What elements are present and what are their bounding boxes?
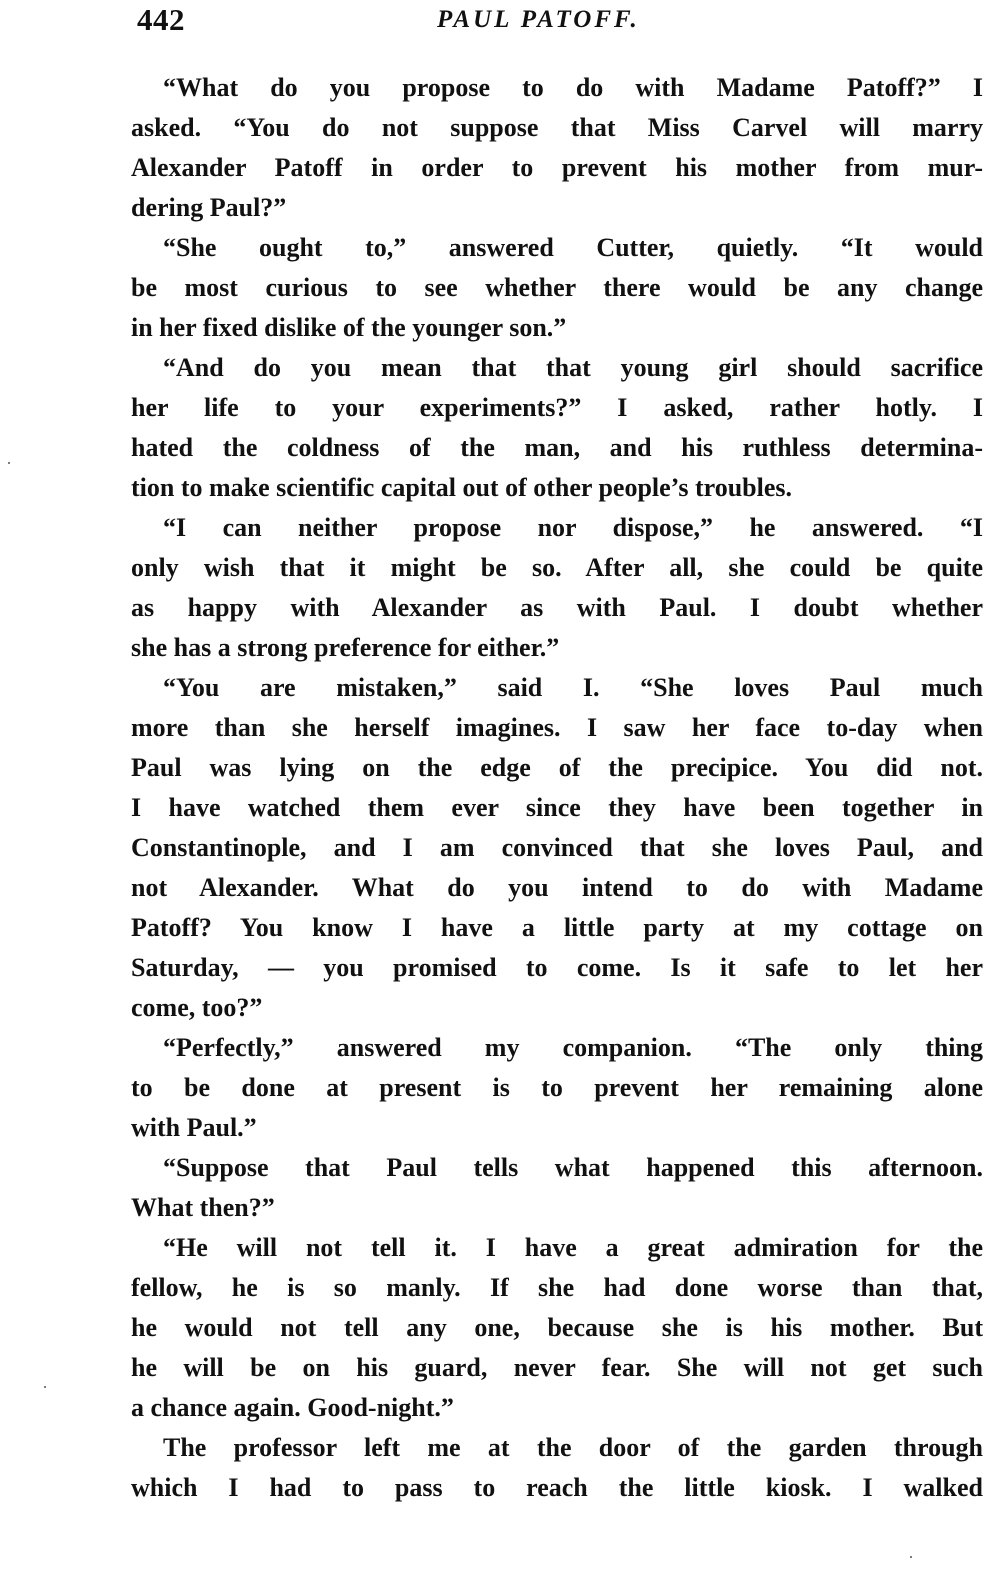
text-line: as happy with Alexander as with Paul. I doubt whether — [131, 593, 983, 622]
text-line: “Perfectly,” answered my companion. “The only thing — [163, 1033, 983, 1062]
text-line: Constantinople, and I am convinced that she loves Paul, and — [131, 833, 983, 862]
scan-speck — [8, 462, 10, 464]
text-line: to be done at present is to prevent her remaining alone — [131, 1073, 983, 1102]
page-number: 442 — [137, 2, 185, 37]
running-head — [137, 2, 985, 46]
text-line: not Alexander. What do you intend to do with Madame — [131, 873, 983, 902]
text-line: only wish that it might be so. After all, she could be quite — [131, 553, 983, 582]
text-line: Paul was lying on the edge of the precipice. You did not. — [131, 753, 983, 782]
text-line: fellow, he is so manly. If she had done worse than that, — [131, 1273, 983, 1302]
text-line: What then?” — [131, 1193, 275, 1222]
text-line: her life to your experiments?” I asked, rather hotly. I — [131, 393, 983, 422]
text-line: she has a strong preference for either.” — [131, 633, 560, 662]
text-line: “Suppose that Paul tells what happened this afternoon. — [163, 1153, 983, 1182]
text-line: I have watched them ever since they have been together in — [131, 793, 983, 822]
text-line: with Paul.” — [131, 1113, 257, 1142]
text-line: “What do you propose to do with Madame Patoff?” I — [163, 73, 983, 102]
text-line: Alexander Patoff in order to prevent his mother from mur- — [131, 153, 983, 182]
text-line: “You are mistaken,” said I. “She loves Paul much — [163, 673, 983, 702]
text-line: hated the coldness of the man, and his ruthless determina- — [131, 433, 983, 462]
body-text — [131, 68, 983, 1508]
text-line: dering Paul?” — [131, 193, 287, 222]
text-line: a chance again. Good-night.” — [131, 1393, 454, 1422]
text-line: “And do you mean that that young girl should sacrifice — [163, 353, 983, 382]
text-line: The professor left me at the door of the garden through — [163, 1433, 983, 1462]
text-line: Saturday, — you promised to come. Is it safe to let her — [131, 953, 983, 982]
text-line: he will be on his guard, never fear. She will not get such — [131, 1353, 983, 1382]
text-line: “He will not tell it. I have a great admiration for the — [163, 1233, 983, 1262]
text-line: more than she herself imagines. I saw her face to-day when — [131, 713, 983, 742]
text-line: asked. “You do not suppose that Miss Carvel will marry — [131, 113, 983, 142]
text-line: be most curious to see whether there would be any change — [131, 273, 983, 302]
text-line: Patoff? You know I have a little party at my cottage on — [131, 913, 983, 942]
text-line: “She ought to,” answered Cutter, quietly. “It would — [163, 233, 983, 262]
scan-speck — [910, 1556, 912, 1558]
text-line: come, too?” — [131, 993, 263, 1022]
text-line: which I had to pass to reach the little kiosk. I walked — [131, 1473, 983, 1502]
text-line: in her fixed dislike of the younger son.” — [131, 313, 567, 342]
text-line: tion to make scientific capital out of other people’s troubles. — [131, 473, 793, 502]
scan-speck — [44, 1386, 46, 1388]
text-line: he would not tell any one, because she is his mother. But — [131, 1313, 983, 1342]
running-title: PAUL PATOFF. — [437, 6, 640, 33]
text-line: “I can neither propose nor dispose,” he answered. “I — [163, 513, 983, 542]
